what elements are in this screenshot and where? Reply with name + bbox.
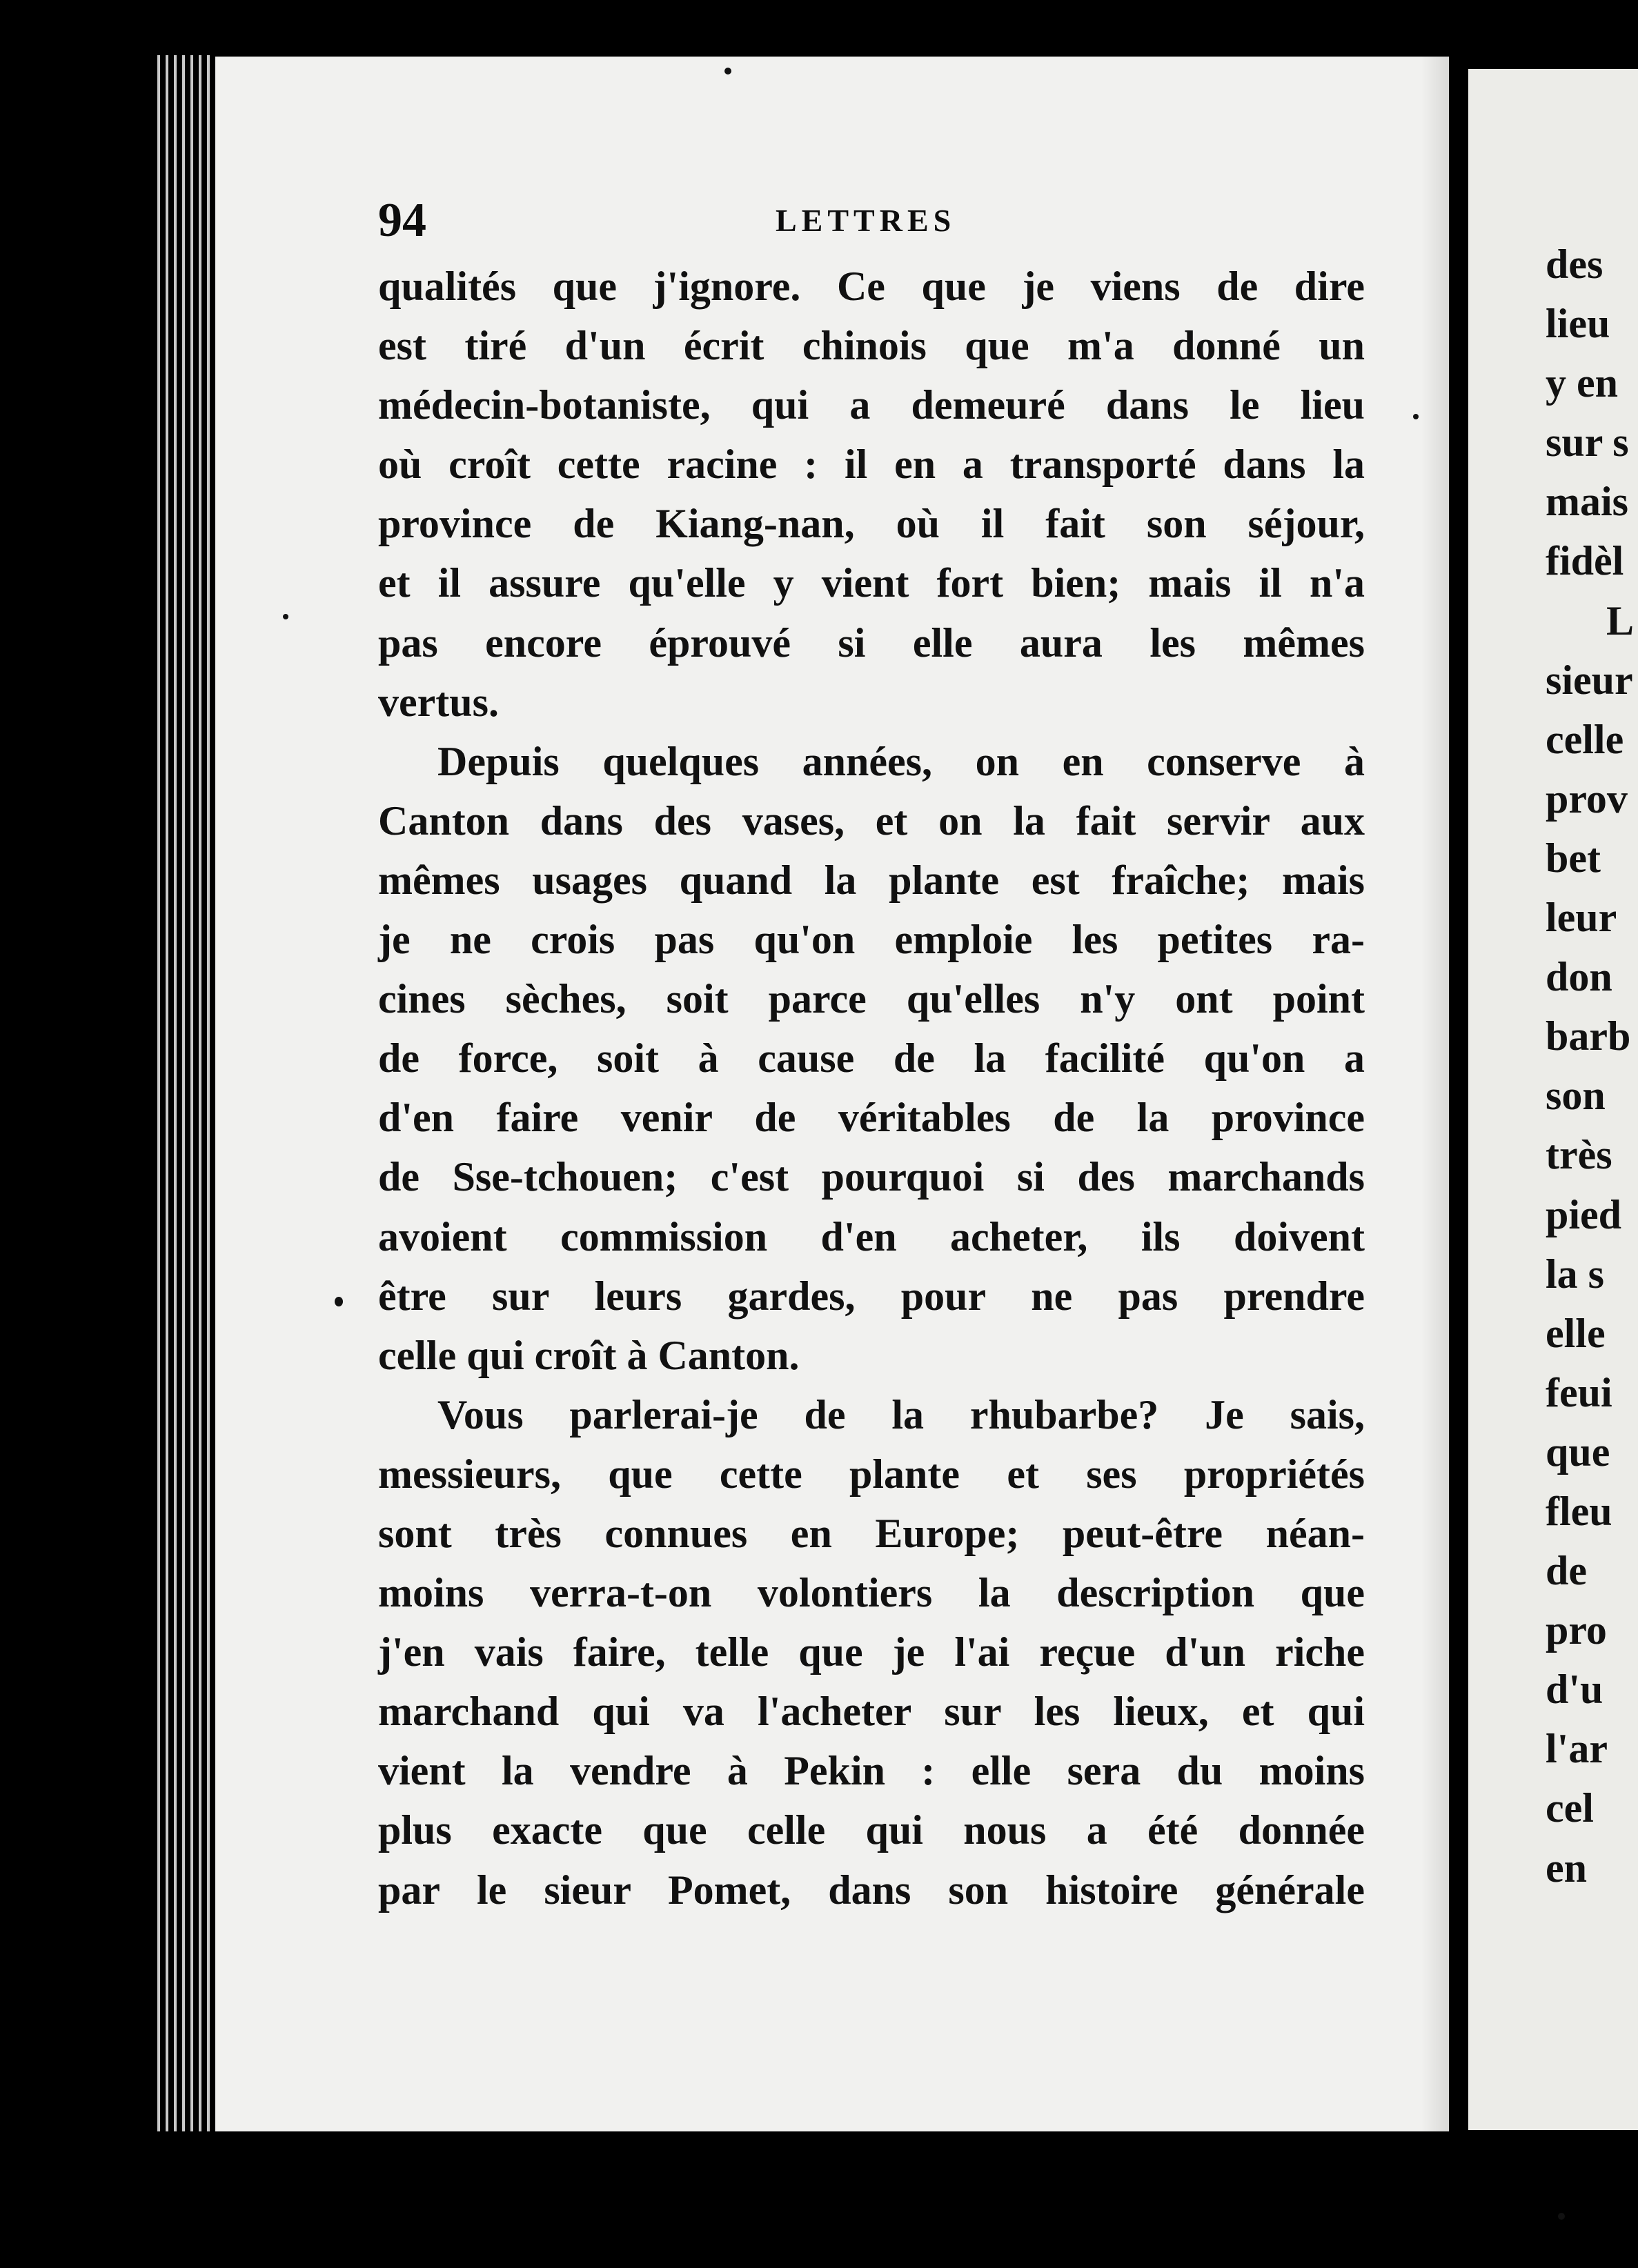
text-line: je ne crois pas qu'on emploie les petites ra- bbox=[378, 917, 1365, 963]
text-line: où croît cette racine : il en a transporté dans la bbox=[378, 441, 1365, 488]
fragment-line: celle bbox=[1546, 716, 1624, 762]
text-line: d'en faire venir de véritables de la province bbox=[378, 1095, 1365, 1141]
text-line: Vous parlerai-je de la rhubarbe? Je sais, bbox=[437, 1391, 1365, 1438]
text-line: de force, soit à cause de la facilité qu'on a bbox=[378, 1035, 1365, 1082]
fragment-line: prov bbox=[1546, 775, 1628, 822]
page-edges bbox=[157, 55, 219, 2131]
text-line: avoient commission d'en acheter, ils doivent bbox=[378, 1213, 1365, 1260]
page-edge-line bbox=[190, 55, 193, 2131]
page-edge-line bbox=[174, 55, 177, 2131]
text-line: qualités que j'ignore. Ce que je viens de dire bbox=[378, 263, 1365, 309]
fragment-line: y en bbox=[1546, 360, 1618, 406]
text-line: plus exacte que celle qui nous a été donnée bbox=[378, 1807, 1365, 1853]
text-line: par le sieur Pomet, dans son histoire générale bbox=[378, 1867, 1365, 1913]
page-edge-line bbox=[182, 55, 185, 2131]
running-header-title: LETTRES bbox=[776, 203, 956, 238]
text-line: messieurs, que cette plante et ses propriétés bbox=[378, 1451, 1365, 1497]
fragment-line: elle bbox=[1546, 1310, 1606, 1356]
page-edge-line bbox=[207, 55, 210, 2131]
fragment-line: la s bbox=[1546, 1251, 1605, 1297]
text-line: vient la vendre à Pekin : elle sera du moins bbox=[378, 1748, 1365, 1794]
text-line: est tiré d'un écrit chinois que m'a donné un bbox=[378, 323, 1365, 369]
fragment-line: cel bbox=[1546, 1785, 1594, 1831]
page-edge-line bbox=[166, 55, 168, 2131]
ink-speck bbox=[1413, 414, 1419, 419]
fragment-line: feui bbox=[1546, 1369, 1612, 1415]
running-head bbox=[378, 186, 1372, 255]
text-line: j'en vais faire, telle que je l'ai reçue d'un riche bbox=[378, 1629, 1365, 1675]
text-line: Depuis quelques années, on en conserve à bbox=[437, 738, 1365, 784]
fragment-line: mais bbox=[1546, 479, 1628, 525]
fragment-line: très bbox=[1546, 1132, 1612, 1178]
fragment-line: lieu bbox=[1546, 301, 1610, 347]
text-line: médecin-botaniste, qui a demeuré dans le lieu bbox=[378, 382, 1365, 428]
ink-speck bbox=[1558, 2213, 1565, 2220]
text-line: marchand qui va l'acheter sur les lieux, et qui bbox=[378, 1689, 1365, 1735]
fragment-line: L bbox=[1606, 597, 1635, 644]
text-line: Canton dans des vases, et on la fait servir aux bbox=[378, 797, 1365, 844]
fragment-line: que bbox=[1546, 1429, 1610, 1475]
right-page-text bbox=[1546, 235, 1638, 1898]
text-line: être sur leurs gardes, pour ne pas prendre bbox=[378, 1273, 1365, 1319]
fragment-line: bet bbox=[1546, 835, 1601, 881]
fragment-line: barb bbox=[1546, 1013, 1631, 1060]
fragment-line: pro bbox=[1546, 1607, 1607, 1653]
fragment-line: sur s bbox=[1546, 419, 1629, 466]
fragment-line: son bbox=[1546, 1073, 1606, 1119]
text-line: celle qui croît à Canton. bbox=[378, 1332, 800, 1378]
fragment-line: l'ar bbox=[1546, 1726, 1608, 1772]
ink-speck bbox=[283, 614, 288, 619]
fragment-line: don bbox=[1546, 954, 1612, 1000]
text-line: moins verra-t-on volontiers la description que bbox=[378, 1570, 1365, 1616]
text-line: mêmes usages quand la plante est fraîche; mais bbox=[378, 857, 1365, 903]
fragment-line: des bbox=[1546, 241, 1604, 287]
text-line: sont très connues en Europe; peut-être néan- bbox=[378, 1510, 1365, 1556]
gutter-shadow bbox=[1421, 57, 1449, 2131]
text-line: pas encore éprouvé si elle aura les mêmes bbox=[378, 619, 1365, 666]
fragment-line: fidèl bbox=[1546, 538, 1624, 584]
page-number: 94 bbox=[378, 194, 426, 247]
ink-speck bbox=[724, 68, 731, 74]
text-line: de Sse-tchouen; c'est pourquoi si des marchands bbox=[378, 1154, 1365, 1200]
text-line: province de Kiang-nan, où il fait son séjour, bbox=[378, 501, 1365, 547]
text-line: cines sèches, soit parce qu'elles n'y ont point bbox=[378, 976, 1365, 1022]
fragment-line: pied bbox=[1546, 1191, 1622, 1237]
text-line: et il assure qu'elle y vient fort bien; mais il n'a bbox=[378, 560, 1365, 606]
fragment-line: en bbox=[1546, 1844, 1587, 1891]
page-edge-line bbox=[199, 55, 201, 2131]
ink-speck bbox=[335, 1297, 343, 1306]
body-text bbox=[378, 257, 1365, 1920]
fragment-line: sieur bbox=[1546, 657, 1633, 703]
text-line: vertus. bbox=[378, 679, 499, 725]
fragment-line: fleu bbox=[1546, 1488, 1612, 1534]
fragment-line: d'u bbox=[1546, 1667, 1604, 1713]
fragment-line: leur bbox=[1546, 895, 1617, 941]
page-edge-line bbox=[157, 55, 160, 2131]
fragment-line: de bbox=[1546, 1548, 1587, 1594]
